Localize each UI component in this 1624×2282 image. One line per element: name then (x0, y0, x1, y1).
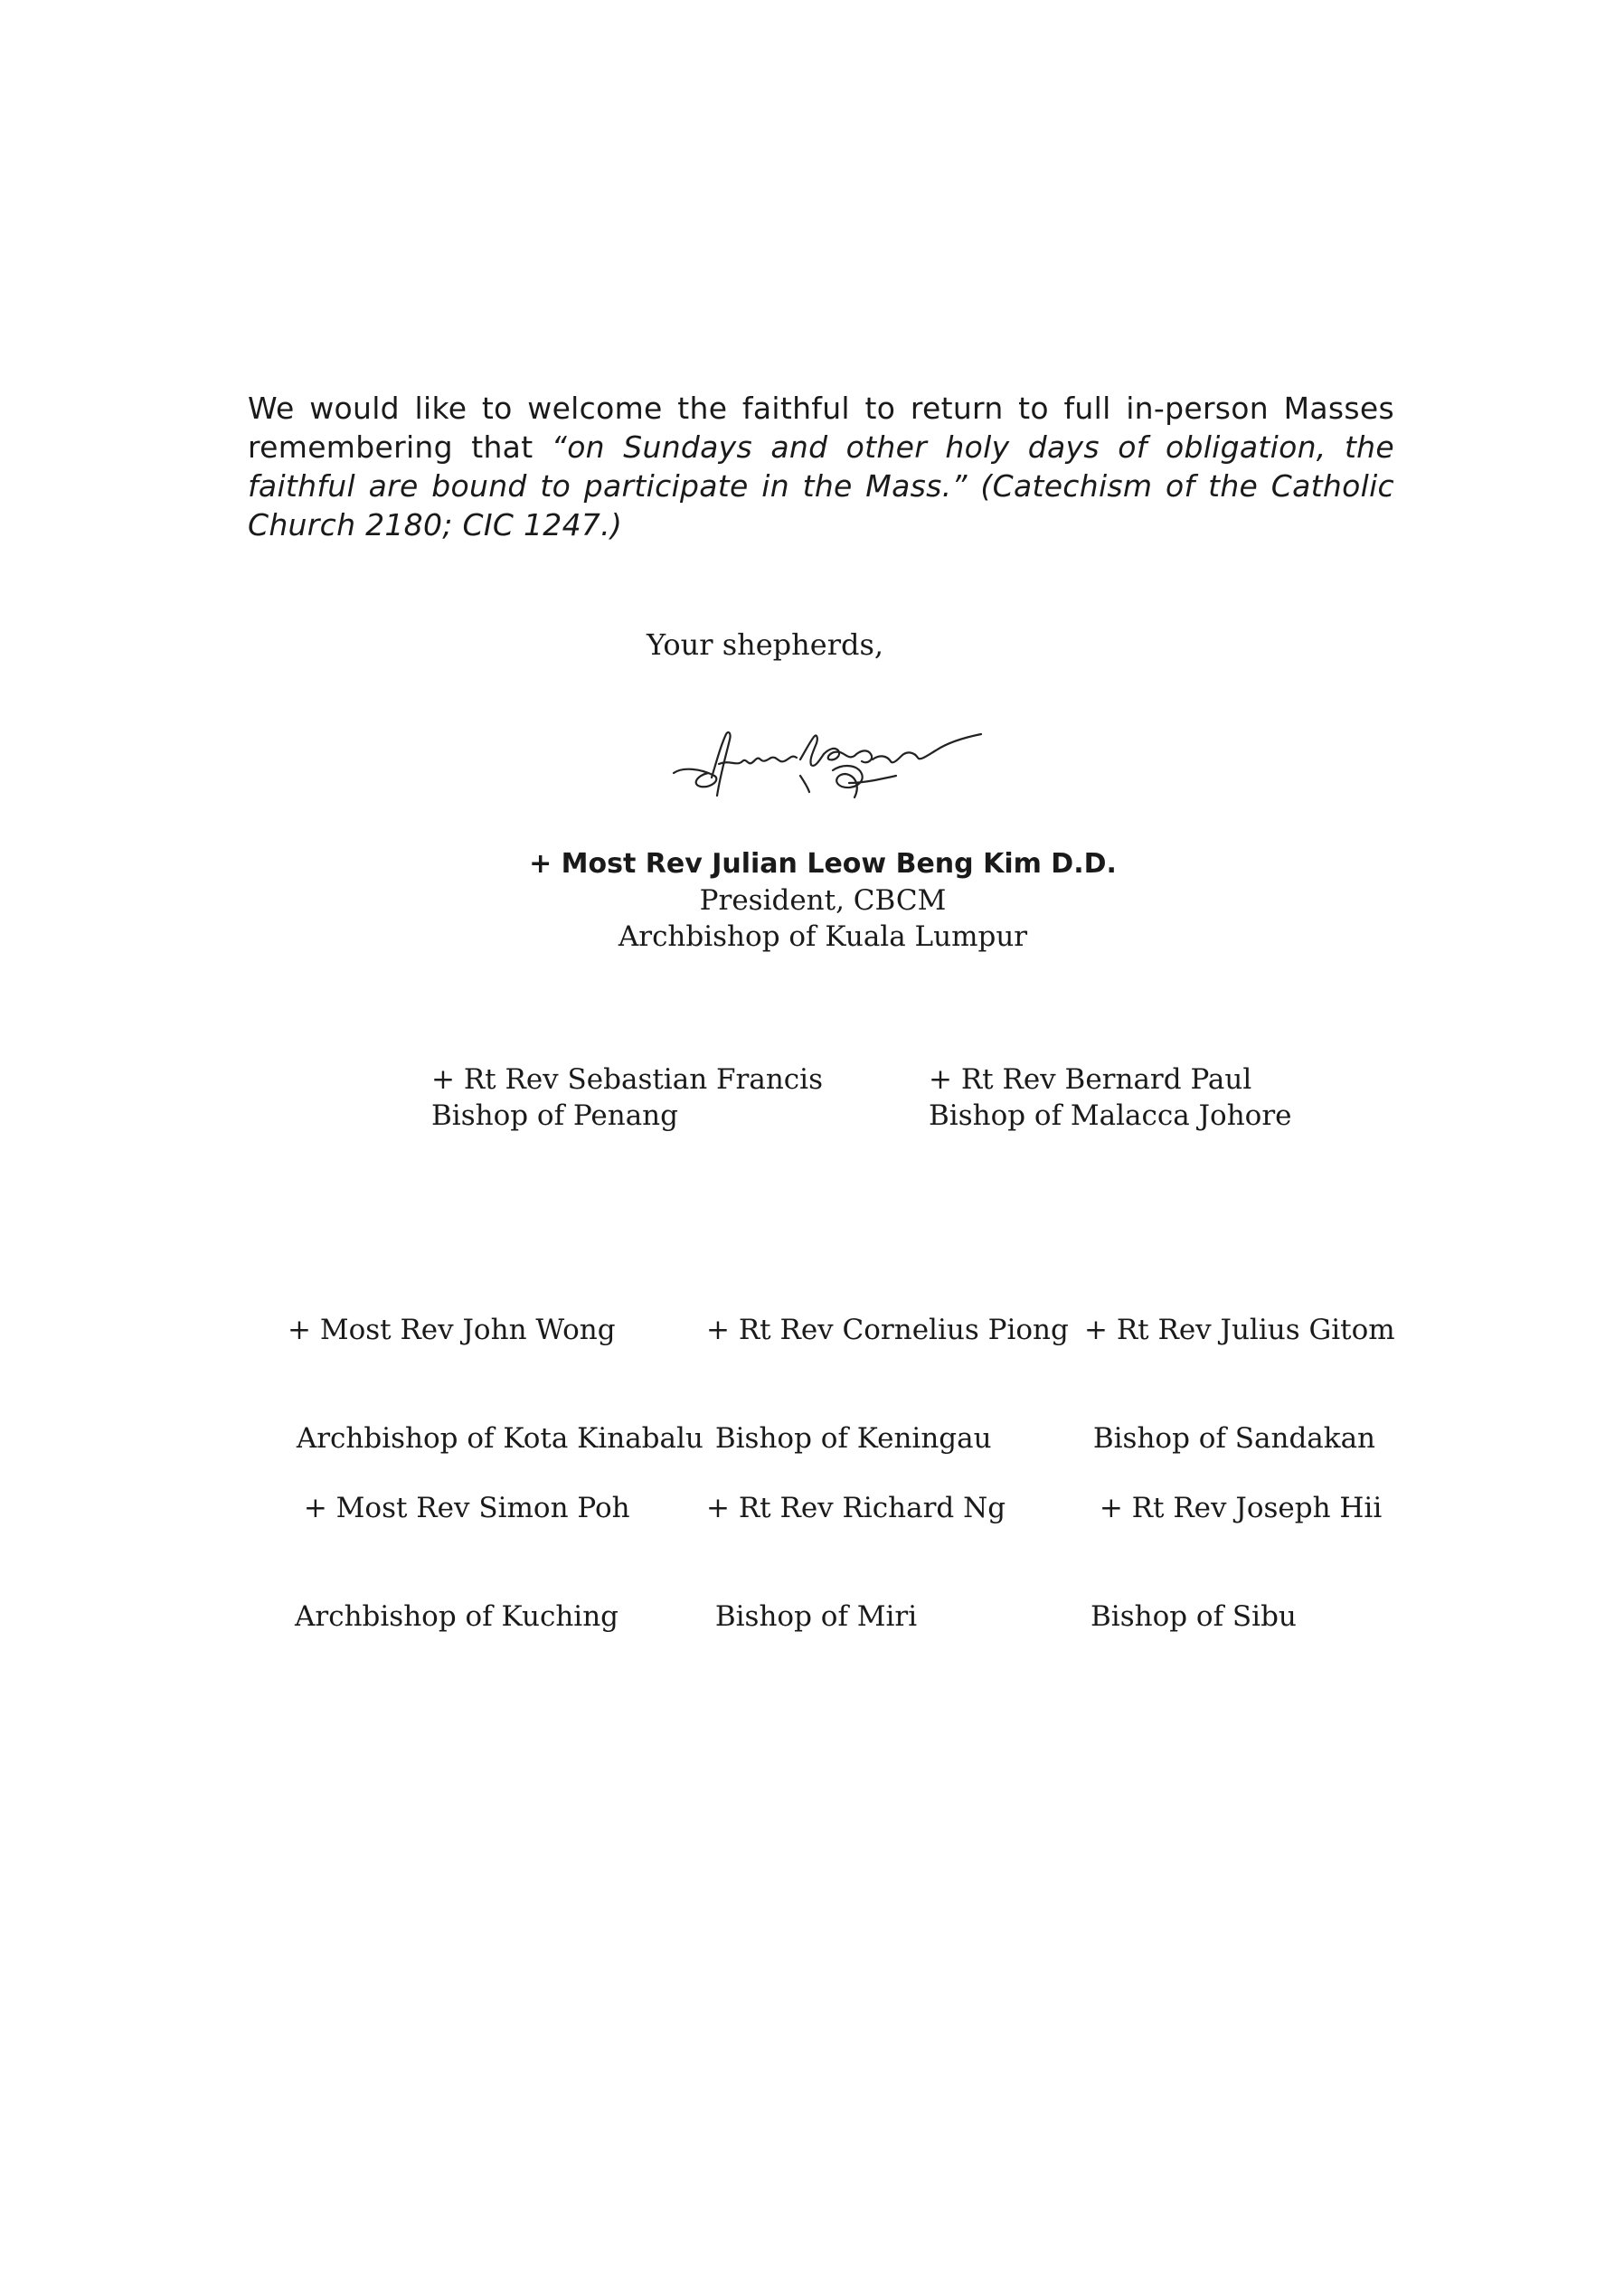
bishop-name: + Rt Rev Cornelius Piong (706, 1314, 1069, 1346)
bishop-see: Bishop of Miri (706, 1600, 918, 1633)
intro-paragraph (248, 389, 1394, 544)
bishop-see: Bishop of Penang (431, 1099, 678, 1132)
president-name: + Most Rev Julian Leow Beng Kim D.D. (529, 848, 1117, 880)
bishop-name: + Rt Rev Sebastian Francis (431, 1063, 823, 1096)
bishop-see: Archbishop of Kota Kinabalu (288, 1422, 703, 1455)
bishop-see: Bishop of Sibu (1091, 1600, 1297, 1633)
bishop-name: + Rt Rev Joseph Hii (1091, 1492, 1383, 1524)
bishop-name: + Most Rev John Wong (288, 1314, 616, 1346)
president-role: President, CBCM (699, 884, 947, 917)
bishop-name: + Rt Rev Julius Gitom (1084, 1314, 1395, 1346)
president-block (496, 846, 1150, 955)
closing-salutation: Your shepherds, (647, 627, 884, 662)
bishop-name: + Rt Rev Bernard Paul (929, 1063, 1252, 1096)
bishop-name: + Rt Rev Richard Ng (706, 1492, 1006, 1524)
bishop-see: Bishop of Malacca Johore (929, 1099, 1292, 1132)
archbishop-kuching (295, 1418, 630, 1707)
handwritten-signature-icon (665, 723, 990, 814)
president-see: Archbishop of Kuala Lumpur (618, 920, 1028, 953)
bishop-see: Bishop of Sandakan (1084, 1422, 1376, 1455)
intro-text: We would like to welcome the faithful to return to full in-person Masses remembering that (248, 391, 1394, 465)
bishop-penang (431, 1061, 823, 1134)
bishop-see: Bishop of Keningau (706, 1422, 992, 1455)
bishop-miri (706, 1418, 1006, 1707)
bishop-see: Archbishop of Kuching (295, 1600, 619, 1633)
bishop-malacca-johore (929, 1061, 1292, 1134)
intro-quote: “on Sundays and other holy days of obligation, the faithful are bound to participate in the Mass.” (Catechism of the Catholic Church 2180; CIC 1247.) (248, 429, 1394, 542)
bishop-sibu (1091, 1418, 1382, 1707)
bishop-name: + Most Rev Simon Poh (295, 1492, 630, 1524)
